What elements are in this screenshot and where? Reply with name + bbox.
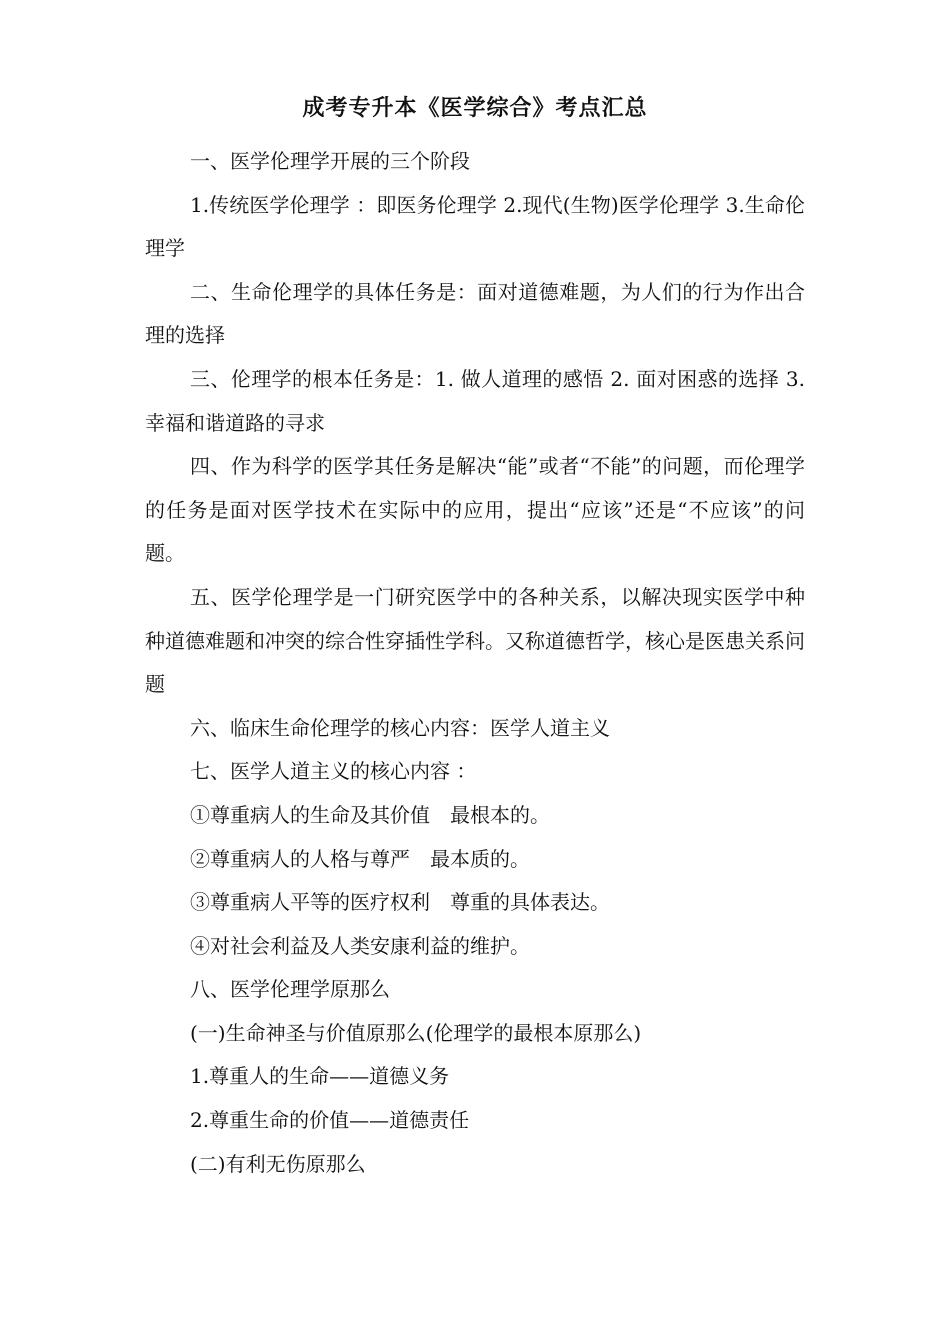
list-item-circled-2: ②尊重病人的人格与尊严 最本质的。 [190, 846, 530, 871]
paragraph-section-6: 六、临床生命伦理学的核心内容：医学人道主义 [190, 715, 610, 740]
document-title: 成考专升本《医学综合》考点汇总 [302, 96, 648, 121]
list-item-numbered-1: 1.尊重人的生命——道德义务 [190, 1064, 450, 1089]
list-item-circled-1: ①尊重病人的生命及其价值 最根本的。 [190, 802, 550, 827]
paragraph-section-7: 七、医学人道主义的核心内容 ： [190, 759, 477, 784]
list-item-circled-3: ③尊重病人平等的医疗权利 尊重的具体表达。 [190, 890, 610, 915]
list-item-numbered-2: 2.尊重生命的价值——道德责任 [190, 1108, 470, 1133]
paragraph-section-2: 二、生命伦理学的具体任务是：面对道德难题，为人们的行为作出合理的选择 [145, 279, 805, 348]
paragraph-section-1: 一、医学伦理学开展的三个阶段 [190, 149, 470, 173]
paragraph-subsection-1: (一)生命神圣与价值原那么(伦理学的最根本原那么) [190, 1020, 642, 1045]
paragraph-section-5: 五、医学伦理学是一门研究医学中的各种关系，以解决现实医学中种种道德难题和冲突的综合性穿插性学科。又称道德哲学，核心是医患关系问题 [145, 584, 805, 697]
document-body [145, 140, 812, 1186]
paragraph-section-3: 三、伦理学的根本任务是：1. 做人道理的感悟 2. 面对困惑的选择 3. 幸福和谐道路的寻求 [145, 366, 812, 435]
paragraph-stages-list: 1.传统医学伦理学 ：即医务伦理学 2.现代(生物)医学伦理学 3.生命伦理学 [145, 192, 805, 261]
paragraph-section-4: 四、作为科学的医学其任务是解决“能”或者“不能”的问题，而伦理学的任务是面对医学技术在实际中的应用，提出“应该”还是“不应该”的问题。 [145, 454, 805, 566]
paragraph-subsection-2: (二)有利无伤原那么 [190, 1151, 366, 1176]
list-item-circled-4: ④对社会利益及人类安康利益的维护。 [190, 933, 530, 958]
paragraph-section-8: 八、医学伦理学原那么 [190, 977, 390, 1002]
